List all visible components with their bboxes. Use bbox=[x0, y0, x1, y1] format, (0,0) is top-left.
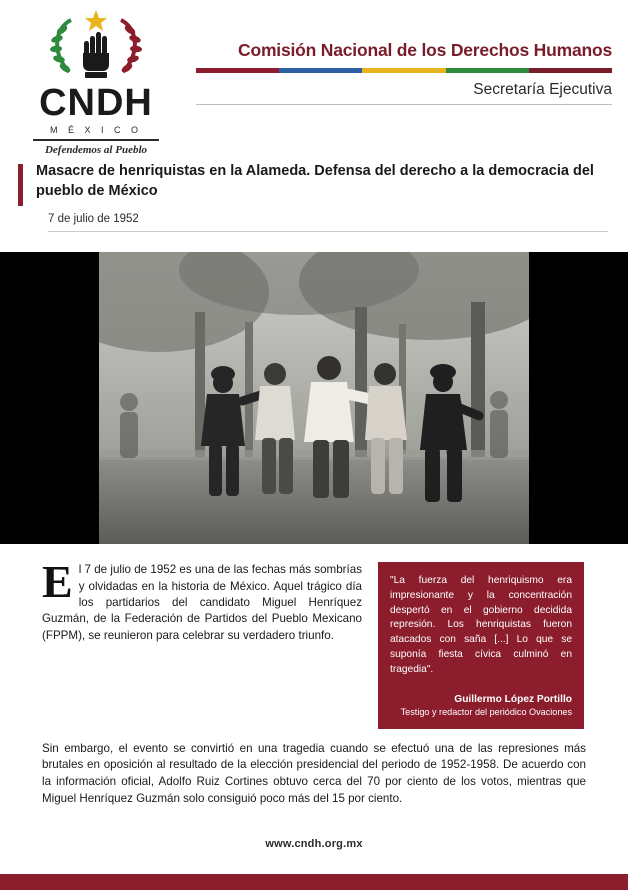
cndh-logo bbox=[22, 8, 170, 156]
document-footer bbox=[0, 826, 628, 890]
footer-website-url[interactable]: www.cndh.org.mx bbox=[265, 838, 363, 850]
body-columns bbox=[42, 556, 586, 728]
quote-role: Testigo y redactor del periódico Ovaciones bbox=[400, 706, 572, 717]
logo-divider bbox=[33, 139, 159, 141]
article-left-column bbox=[42, 556, 362, 644]
drop-cap: E bbox=[42, 556, 73, 608]
quote-text: "La fuerza del henriquismo era impresionante y la concentración despertó en el gobierno decidida represión. Los henriquistas fueron atacados con saña [...] Lo que se suponía fiesta cívica culminó en tragedia". bbox=[390, 575, 572, 675]
logo-country: M É X I C O bbox=[49, 125, 142, 135]
article-body bbox=[0, 544, 628, 808]
organization-title: Comisión Nacional de los Derechos Humanos bbox=[238, 40, 612, 60]
cndh-laurel-hand-emblem-icon bbox=[41, 8, 151, 82]
title-section bbox=[0, 152, 628, 242]
department-subtitle: Secretaría Ejecutiva bbox=[473, 81, 612, 98]
brand-color-bar bbox=[196, 68, 612, 73]
footer-color-bar bbox=[0, 874, 628, 890]
header-divider bbox=[196, 104, 612, 105]
document-date: 7 de julio de 1952 bbox=[48, 213, 139, 226]
date-divider bbox=[48, 231, 608, 232]
photo-band bbox=[0, 252, 628, 544]
paragraph-2: Sin embargo, el evento se convirtió en una tragedia cuando se efectuó una de las represiones más brutales en oposición al resultado de la elección presidencial del periodo de 1952-1958. De acuerdo con la información oficial, Adolfo Ruiz Cortines obtuvo cerca del 70 por ciento de los votos, mientras que Miguel Henríquez Guzmán solo consiguió poco más del 15 por ciento. bbox=[42, 741, 586, 805]
pull-quote bbox=[378, 562, 584, 728]
logo-tagline: Defendemos al Pueblo bbox=[44, 144, 148, 156]
logo-acronym: CNDH bbox=[39, 82, 153, 124]
header-titles bbox=[196, 40, 612, 99]
document-header bbox=[0, 0, 628, 156]
paragraph-1: l 7 de julio de 1952 es una de las fechas más sombrías y olvidadas en la historia de México. Aquel trágico día los partidarios del candidato Miguel Henríquez Guzmán, de la Federación de Partidos del Pueblo Mexicano (FPPM), se reunieron para celebrar su verdadero triunfo. bbox=[42, 563, 362, 642]
historic-photograph bbox=[99, 252, 529, 544]
paragraph-1-wrapper bbox=[42, 556, 362, 644]
title-accent-bar bbox=[18, 164, 23, 206]
page-title: Masacre de henriquistas en la Alameda. Defensa del derecho a la democracia del pueblo de México bbox=[36, 163, 594, 199]
quote-author: Guillermo López Portillo bbox=[454, 693, 572, 705]
